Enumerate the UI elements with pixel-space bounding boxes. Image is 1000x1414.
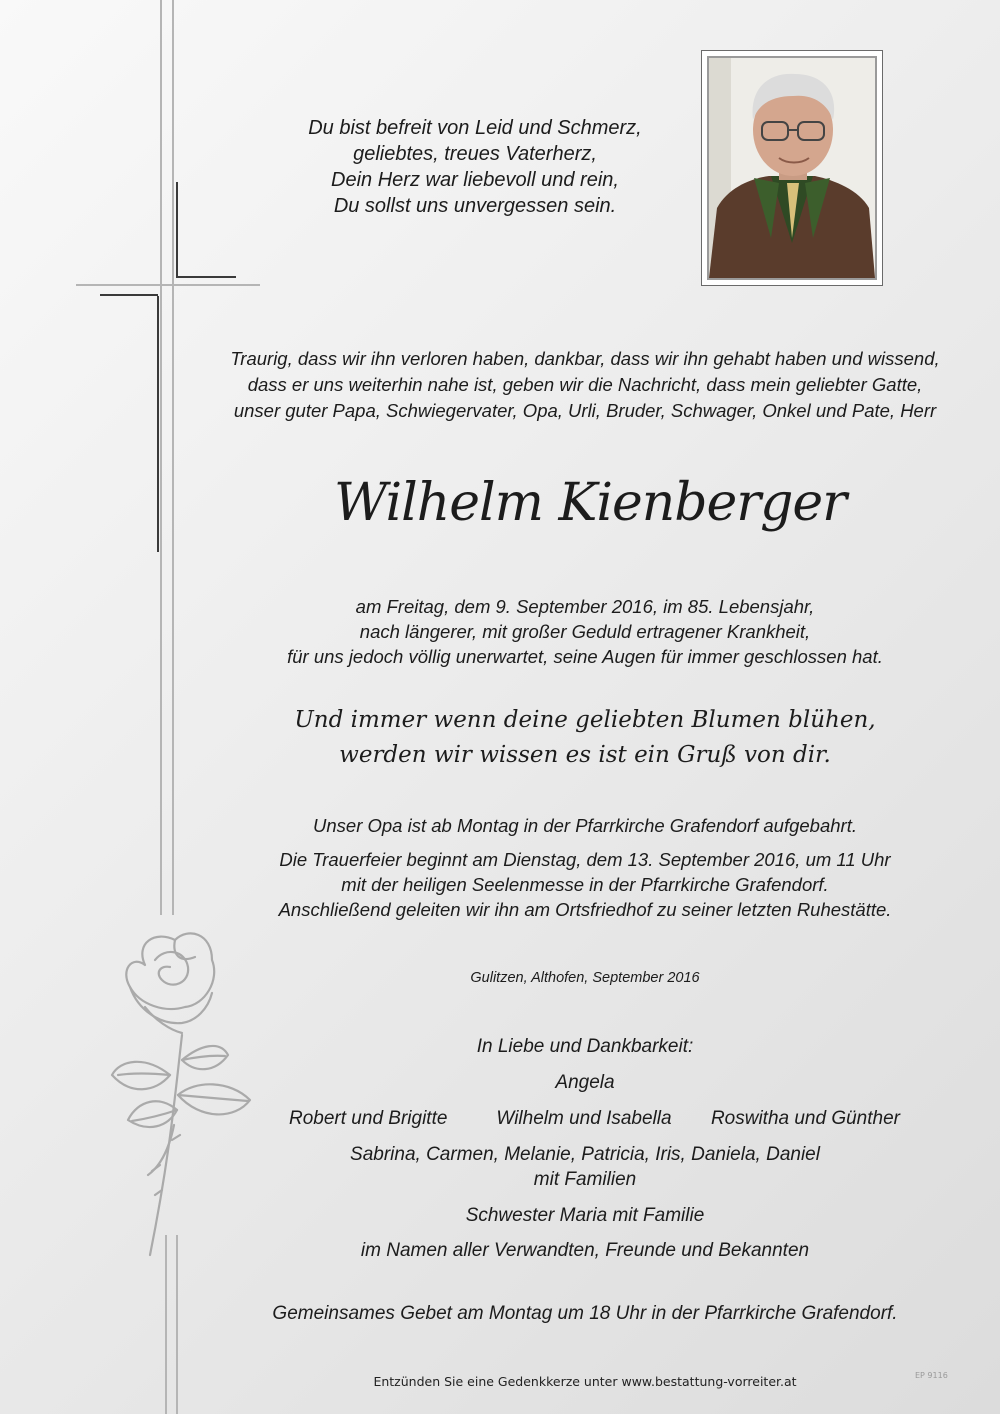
mourner-sister: Schwester Maria mit Familie (465, 1205, 705, 1226)
poem-line: geliebtes, treues Vaterherz, (353, 143, 597, 165)
mourner-others: im Namen aller Verwandten, Freunde und Bekannten (360, 1240, 810, 1261)
mourner-children-1: Robert und Brigitte (289, 1108, 448, 1129)
announcement-intro (230, 346, 940, 424)
prayer-notice: Gemeinsames Gebet am Montag um 18 Uhr in der Pfarrkirche Grafendorf. (272, 1303, 898, 1324)
laid-out-notice: Unser Opa ist ab Montag in der Pfarrkirche Grafendorf aufgebahrt. (313, 815, 857, 836)
cross-bottom-line-2 (176, 1235, 178, 1414)
footer-candle-link: Entzünden Sie eine Gedenkkerze unter www.bestattung-vorreiter.at (373, 1374, 797, 1389)
funeral-line: Anschließend geleiten wir ihn am Ortsfriedhof zu seiner letzten Ruhestätte. (278, 899, 892, 920)
grandchildren-line: Sabrina, Carmen, Melanie, Patricia, Iris, Daniela, Daniel (350, 1144, 820, 1165)
cross-accent-horizontal-right (176, 276, 236, 278)
death-line: am Freitag, dem 9. September 2016, im 85. Lebensjahr, (355, 596, 815, 617)
rose-icon (100, 925, 260, 1260)
place-date: Gulitzen, Althofen, September 2016 (470, 970, 700, 986)
cross-accent-vertical-right (176, 182, 178, 278)
poem-line: Du sollst uns unvergessen sein. (333, 195, 617, 217)
poem-line: Dein Herz war liebevoll und rein, (331, 169, 619, 191)
template-code: EP 9116 (915, 1371, 948, 1380)
deceased-name: Wilhelm Kienberger (333, 473, 847, 533)
poem-line: Du bist befreit von Leid und Schmerz, (308, 117, 642, 139)
quote-line: werden wir wissen es ist ein Gruß von dir. (339, 742, 831, 768)
cross-horizontal-line (76, 284, 260, 286)
portrait-photo (707, 56, 877, 280)
cross-vertical-line-1 (160, 0, 162, 915)
poem (270, 115, 680, 219)
cross-bottom-line-1 (165, 1235, 167, 1414)
funeral-details (230, 847, 940, 922)
cross-vertical-line-2 (172, 0, 174, 915)
intro-line: dass er uns weiterhin nahe ist, geben wir die Nachricht, dass mein geliebter Gatte, (247, 374, 923, 395)
intro-line: unser guter Papa, Schwiegervater, Opa, Urli, Bruder, Schwager, Onkel und Pate, Herr (233, 400, 937, 421)
portrait-photo-frame (701, 50, 883, 286)
death-line: für uns jedoch völlig unerwartet, seine Augen für immer geschlossen hat. (287, 646, 883, 667)
quote-line: Und immer wenn deine geliebten Blumen blühen, (294, 707, 876, 733)
death-details (250, 594, 920, 669)
cross-accent-horizontal-left (100, 294, 158, 296)
grandchildren-line: mit Familien (533, 1169, 637, 1190)
mourner-children-3: Roswitha und Günther (710, 1108, 900, 1129)
death-line: nach längerer, mit großer Geduld ertragener Krankheit, (359, 621, 811, 642)
funeral-line: Die Trauerfeier beginnt am Dienstag, dem 13. September 2016, um 11 Uhr (279, 849, 891, 870)
mourner-spouse: Angela (555, 1072, 615, 1093)
mourner-grandchildren (280, 1142, 890, 1192)
memorial-quote (260, 703, 910, 773)
funeral-line: mit der heiligen Seelenmesse in der Pfarrkirche Grafendorf. (341, 874, 829, 895)
intro-line: Traurig, dass wir ihn verloren haben, dankbar, dass wir ihn gehabt haben und wissend, (230, 348, 940, 369)
mourners-heading: In Liebe und Dankbarkeit: (476, 1036, 694, 1057)
cross-accent-vertical-left (157, 296, 159, 552)
mourner-children-2: Wilhelm und Isabella (496, 1108, 672, 1129)
